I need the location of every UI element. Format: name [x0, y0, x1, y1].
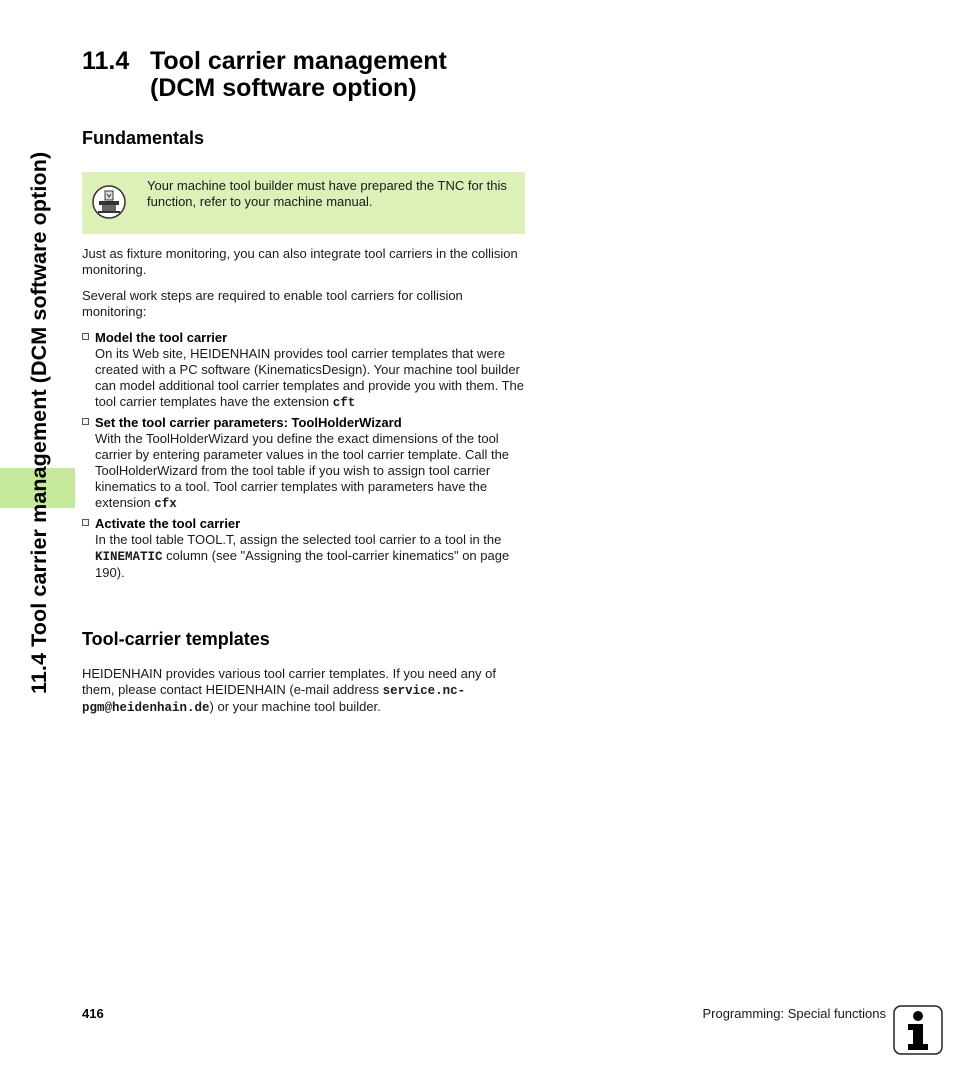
- footer-chapter-name: Programming: Special functions: [702, 1006, 886, 1021]
- paragraph-steps-intro: Several work steps are required to enable tool carriers for collision monitoring:: [82, 288, 463, 319]
- step-text-after: column (see "Assigning the tool-carrier kinematics" on page 190).: [95, 548, 510, 580]
- paragraph-templates: [82, 666, 527, 716]
- step-text-before: In the tool table TOOL.T, assign the selected tool carrier to a tool in the: [95, 532, 502, 547]
- step-title: Activate the tool carrier: [95, 516, 241, 531]
- email-code-part1: service.nc-: [382, 684, 466, 698]
- bullet-square-icon: [82, 333, 89, 340]
- list-item: [95, 516, 527, 581]
- list-item: [95, 415, 527, 512]
- kinematic-code: KINEMATIC: [95, 550, 163, 564]
- side-title-text: 11.4 Tool carrier management (DCM software option): [27, 151, 51, 694]
- list-item: [95, 330, 527, 411]
- bullet-square-icon: [82, 519, 89, 526]
- note-text: Your machine tool builder must have prepared the TNC for this function, refer to your machine manual.: [147, 178, 507, 209]
- step-text: On its Web site, HEIDENHAIN provides tool carrier templates that were created with a PC software (KinematicsDesign). Your machine tool builder can model additional tool carrier templates and provide you with them. The tool carrier templates have the extension: [95, 346, 524, 409]
- bullet-square-icon: [82, 418, 89, 425]
- machine-note-box: [82, 172, 525, 234]
- templates-text-before: HEIDENHAIN provides various tool carrier templates. If you need any of them, please contact HEIDENHAIN (e-mail address: [82, 666, 497, 697]
- extension-code: cft: [332, 396, 356, 410]
- chapter-title: [150, 48, 550, 102]
- chapter-number: 11.4: [82, 47, 130, 75]
- info-icon: [893, 1005, 943, 1055]
- templates-heading: Tool-carrier templates: [82, 629, 270, 649]
- step-text: With the ToolHolderWizard you define the exact dimensions of the tool carrier by entering parameter values in the tool carrier template. Call the ToolHolderWizard from the tool table if you wish to assign tool carrier kinematics to a tool. Tool carrier templates with parameters have the extension: [95, 431, 510, 510]
- email-code-part2: pgm@heidenhain.de: [82, 701, 210, 715]
- step-title: Model the tool carrier: [95, 330, 228, 345]
- templates-text-after: ) or your machine tool builder.: [209, 699, 381, 714]
- chapter-title-line1: Tool carrier management: [150, 47, 447, 75]
- machine-icon: [92, 185, 126, 219]
- extension-code: cfx: [154, 497, 177, 511]
- chapter-title-line2: (DCM software option): [150, 74, 417, 102]
- fundamentals-heading: Fundamentals: [82, 128, 205, 148]
- step-title: Set the tool carrier parameters: ToolHolderWizard: [95, 415, 402, 430]
- page-number: 416: [82, 1006, 104, 1021]
- paragraph-fixture: Just as fixture monitoring, you can also integrate tool carriers in the collision monitoring.: [82, 246, 518, 277]
